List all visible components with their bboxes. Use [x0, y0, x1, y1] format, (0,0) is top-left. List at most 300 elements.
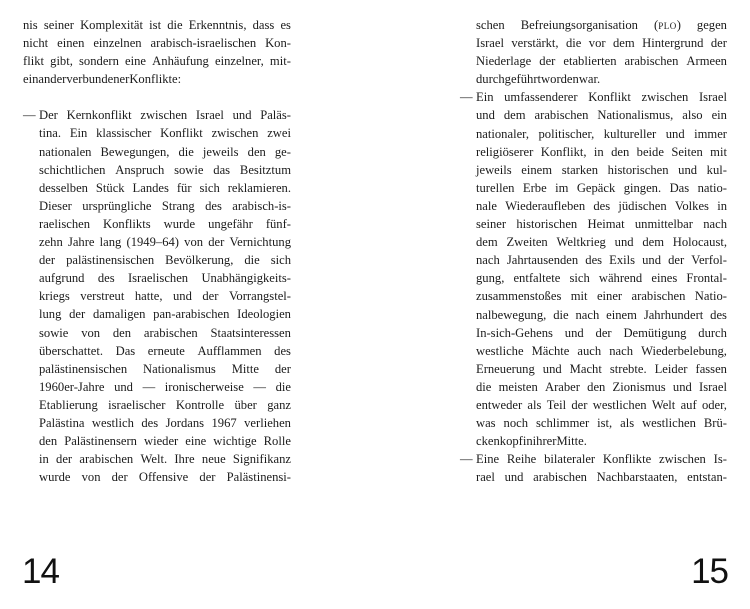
text-word: strebte. [609, 361, 647, 376]
text-word: unmittelbar [634, 217, 693, 232]
text-word: die [476, 379, 492, 394]
text-word: einem [606, 307, 637, 322]
text-word: einer [596, 289, 623, 304]
text-word: Volkes [674, 198, 709, 213]
text-word: der [668, 253, 685, 268]
text-word: beide [636, 144, 664, 159]
text-word: der [710, 36, 727, 51]
text-word: historischen [607, 162, 669, 177]
text-word: Teil [546, 397, 567, 412]
text-line [23, 342, 291, 360]
text-word: Demütigung [623, 325, 687, 340]
text-word: Offensive [138, 470, 189, 485]
text-word: von [81, 470, 101, 485]
text-word: die [275, 379, 291, 394]
text-word: starken [561, 162, 599, 177]
text-word: sondern [79, 54, 119, 69]
text-line [460, 414, 727, 432]
text-word: zwischen [211, 126, 259, 141]
text-word: reklamieren. [227, 180, 291, 195]
text-word: klassischer [96, 126, 152, 141]
text-word: worden [541, 72, 579, 87]
text-word: den [39, 434, 58, 449]
text-line [23, 450, 291, 468]
text-word: zwischen [659, 452, 706, 467]
text-word: religiöserer [476, 144, 534, 159]
text-word: Armeen [686, 54, 727, 69]
text-word: jeweils [476, 162, 512, 177]
text-word: Verfol- [691, 253, 727, 268]
text-word: der [274, 361, 291, 376]
text-word: Nationalismus [143, 361, 216, 376]
text-word: Erbe [522, 180, 547, 195]
text-word: es [280, 18, 291, 32]
text-line [460, 432, 727, 450]
text-word: westlich [91, 415, 134, 430]
intro-paragraph [23, 16, 291, 88]
right-text-column [460, 16, 727, 486]
text-word: arabischen [534, 108, 589, 123]
text-word: Niederlage [476, 54, 532, 69]
text-word: mit [710, 144, 727, 159]
text-word: nationaler, [476, 126, 529, 141]
text-word: Unabhängigkeits- [201, 271, 291, 286]
text-line [23, 233, 291, 251]
text-word: die [244, 253, 260, 268]
text-word: Signifikanz [232, 452, 291, 467]
text-line [460, 306, 727, 324]
text-line [23, 414, 291, 432]
text-word: Paläs- [260, 108, 291, 123]
text-word: Landes [132, 180, 169, 195]
text-word: sich [569, 271, 590, 286]
text-word: raelischen [39, 216, 91, 231]
text-word: Jahre [67, 235, 95, 250]
text-line [460, 251, 727, 269]
text-word: in [593, 144, 604, 159]
text-word: Konflikte [602, 452, 652, 467]
text-word: wurde [163, 216, 196, 231]
text-word: und [564, 325, 584, 340]
text-line [460, 106, 727, 124]
text-word: Der [39, 108, 58, 123]
text-word: der [571, 397, 588, 412]
text-word: was [476, 416, 496, 431]
text-word: Nationalismus, [597, 108, 674, 123]
text-word: verliehen [244, 415, 291, 430]
text-word: westlichen [642, 416, 696, 431]
text-word: verbundener [66, 72, 130, 87]
text-line [460, 52, 727, 70]
text-word: jüdischen [618, 198, 667, 213]
text-line [23, 269, 291, 287]
list-item-broader-conflict [460, 88, 727, 450]
text-word: nach [476, 253, 500, 268]
text-word: politischer, [538, 126, 595, 141]
text-line [23, 143, 291, 161]
text-word: Anhäufung [152, 54, 209, 69]
text-line [460, 450, 727, 468]
text-word: westliche [476, 343, 524, 358]
text-word: des [97, 271, 115, 286]
text-word: Wiederbelebung, [641, 343, 727, 358]
text-word: nationalen [39, 144, 92, 159]
text-word: Zweiten [506, 235, 548, 250]
text-word: durchgeführt [476, 72, 542, 87]
text-word: Eine [476, 452, 500, 467]
text-line [23, 468, 291, 486]
text-word: Konflikt [588, 90, 631, 105]
text-line [23, 378, 291, 396]
text-word: in [522, 434, 533, 449]
text-line [23, 124, 291, 142]
text-word: durch [698, 325, 727, 340]
text-word: ge- [274, 144, 291, 159]
text-line [23, 324, 291, 342]
list-dash: — [23, 108, 36, 123]
text-word: als [620, 416, 635, 431]
text-word: dass [252, 18, 275, 32]
text-word: des [593, 198, 611, 213]
text-word: ungefähr [208, 216, 253, 231]
text-word: Das [669, 180, 690, 195]
text-word: und [114, 379, 133, 394]
text-word: Vernichtung [229, 235, 291, 250]
text-word: Palästinensern [64, 434, 137, 449]
text-word: zusammenstoßes [476, 289, 562, 304]
text-word: sowie [39, 325, 69, 340]
text-word: Befreiungsorganisation [520, 18, 638, 32]
text-word: ursprüngliche [82, 198, 152, 213]
text-word: 1967 [211, 415, 237, 430]
text-word: schichtlichen [39, 162, 106, 177]
text-word: Weltkrieg [556, 235, 606, 250]
text-word: und [542, 361, 562, 376]
text-word: und [172, 289, 192, 304]
text-word: also [682, 108, 703, 123]
text-word: und [476, 108, 495, 123]
text-word: damaligen [92, 307, 146, 322]
text-word: Israel [698, 90, 727, 105]
text-word: flikt [23, 54, 44, 69]
text-line [460, 287, 727, 305]
text-line [460, 34, 727, 52]
text-word: Mitte. [556, 434, 587, 449]
text-word: oder, [701, 397, 727, 412]
text-word: des [585, 253, 603, 268]
text-word: In-sich-Gehens [476, 325, 553, 340]
text-word: Frontal- [686, 271, 727, 286]
text-word: Bevölkerung, [165, 253, 234, 268]
text-word: während [598, 271, 643, 286]
organization-abbreviation: plo [658, 18, 677, 32]
text-word: kultureller [603, 126, 657, 141]
text-word: — [142, 379, 156, 394]
text-word: eine [125, 54, 147, 69]
text-word: Natio- [694, 289, 727, 304]
text-word: Ideologien [237, 307, 291, 322]
text-word: entstan- [687, 470, 727, 485]
text-word: von [81, 325, 101, 340]
text-line [23, 106, 291, 124]
text-line [23, 70, 291, 88]
text-word: schen [476, 18, 505, 32]
text-line [460, 197, 727, 215]
text-word: Is- [713, 452, 727, 467]
text-word: arabischen [79, 452, 134, 467]
text-word: Staatsinteressen [210, 325, 291, 340]
text-word: kriegs [39, 289, 70, 304]
text-word: Mächte [531, 343, 570, 358]
text-word: 1960er-Jahre [39, 379, 105, 394]
text-line [460, 125, 727, 143]
text-word: und [614, 235, 634, 250]
text-word: Mitte [231, 361, 259, 376]
text-line [460, 88, 727, 106]
text-word: Leider [654, 361, 688, 376]
text-word: vor [588, 36, 606, 51]
text-word: der [199, 470, 216, 485]
text-word: Konflikts [103, 216, 151, 231]
text-word: sowie [174, 162, 204, 177]
text-word: Jahrhundert [643, 307, 704, 322]
text-word: das [213, 162, 231, 177]
text-line [23, 34, 291, 52]
text-word: war. [578, 72, 601, 87]
text-word: nach [703, 217, 727, 232]
text-line [23, 197, 291, 215]
text-word: gung, [476, 271, 505, 286]
text-line [23, 396, 291, 414]
text-word: nale [476, 198, 497, 213]
text-line [23, 52, 291, 70]
text-word: fünf- [265, 216, 291, 231]
text-word: kul- [706, 162, 727, 177]
text-word: eines [651, 271, 678, 286]
text-word: nach [575, 307, 600, 322]
text-line [23, 179, 291, 197]
text-word: über [234, 397, 257, 412]
text-word: Aufflammen [197, 343, 262, 358]
text-word: rael [476, 470, 495, 485]
text-word: Hintergrund [642, 36, 704, 51]
text-word: Heimat [587, 217, 625, 232]
text-word: immer [694, 126, 727, 141]
text-word: lang [99, 235, 122, 250]
text-word: arabisch-is- [232, 198, 291, 213]
text-word: arabisch-israelischen [150, 36, 257, 51]
text-line [460, 233, 727, 251]
text-line [23, 161, 291, 179]
text-word: überschattet. [39, 343, 103, 358]
text-word: dem [613, 36, 635, 51]
text-word: der [539, 54, 556, 69]
text-word: einzelner, [214, 54, 264, 69]
text-line [23, 432, 291, 450]
text-word: des [710, 307, 727, 322]
text-word: Strang [161, 198, 195, 213]
text-word: Israel [476, 36, 504, 51]
text-word: der [208, 235, 225, 250]
text-word: sich [199, 180, 220, 195]
continued-paragraph [460, 16, 727, 88]
text-word: Anspruch [115, 162, 165, 177]
text-word: von [184, 235, 204, 250]
text-word: Konflikt, [540, 144, 587, 159]
text-line [460, 215, 727, 233]
text-word: lung [39, 307, 62, 322]
text-line [460, 360, 727, 378]
text-word: Holocaust, [672, 235, 727, 250]
text-word: gibt, [50, 54, 73, 69]
text-word: ist [149, 18, 162, 32]
text-word: meisten [498, 379, 538, 394]
text-word: Reihe [506, 452, 537, 467]
text-word: den [247, 144, 266, 159]
text-word: und [678, 162, 698, 177]
text-line [460, 378, 727, 396]
text-word: Ein [476, 90, 494, 105]
text-word: gegen [696, 18, 727, 32]
text-word: einen [57, 36, 85, 51]
text-word: nicht [23, 36, 49, 51]
text-word: mit [570, 289, 588, 304]
text-word: einander [23, 72, 67, 87]
text-word: entfaltete [513, 271, 561, 286]
text-word: der [111, 470, 128, 485]
text-word: — [253, 379, 266, 394]
text-word: historischen [516, 217, 578, 232]
text-word: erneute [147, 343, 185, 358]
text-word: Nachbarstaaten, [596, 470, 678, 485]
text-word: Stück [95, 180, 125, 195]
text-word: umfassenderer [504, 90, 578, 105]
text-word: schlimmer [535, 416, 590, 431]
text-word: Jahrtausenden [506, 253, 579, 268]
text-word: Kernkonflikt [66, 108, 132, 123]
text-word: und [232, 108, 252, 123]
text-word: neue [201, 452, 226, 467]
text-line [460, 396, 727, 414]
text-word: wieder [143, 434, 179, 449]
text-word: westlichen [592, 397, 647, 412]
text-word: den [587, 379, 606, 394]
text-word: israelischer [108, 397, 166, 412]
text-word: Araber [544, 379, 580, 394]
text-word: arabischen [631, 289, 686, 304]
text-word: (plo) [653, 18, 681, 32]
text-word: und [642, 253, 662, 268]
text-word: (1949–64) [126, 235, 179, 250]
text-word: zwischen [641, 90, 689, 105]
list-item-bilateral-conflicts [460, 450, 727, 486]
text-word: mit- [269, 54, 291, 69]
text-word: des [205, 198, 222, 213]
text-word: arabischen [533, 470, 587, 485]
list-item-core-conflict [23, 106, 291, 486]
text-word: den [112, 325, 132, 340]
text-word: Dieser [39, 198, 72, 213]
text-word: Konflikt [160, 126, 203, 141]
text-word: die [566, 36, 582, 51]
text-word: turellen [476, 180, 515, 195]
text-word: natio- [697, 180, 727, 195]
text-line [460, 269, 727, 287]
text-word: Welt [651, 397, 676, 412]
text-line [460, 161, 727, 179]
text-word: palästinensischen [66, 253, 155, 268]
text-word: Macht [569, 361, 602, 376]
text-word: verstärkt, [511, 36, 559, 51]
text-word: palästinensischen [39, 361, 128, 376]
text-line [460, 468, 727, 486]
text-word: der [69, 307, 86, 322]
text-word: aufgrund [39, 271, 85, 286]
text-line [23, 215, 291, 233]
text-word: Palästinensi- [226, 470, 291, 485]
text-word: auch [577, 343, 602, 358]
text-word: Etablierung [39, 397, 98, 412]
text-word: Zionismus [612, 379, 666, 394]
text-word: für [176, 180, 192, 195]
text-word: ironischerweise [164, 379, 244, 394]
text-word: Israelischen [127, 271, 189, 286]
text-word: und [504, 470, 524, 485]
text-word: pan-arabischen [153, 307, 230, 322]
text-word: Rolle [263, 434, 291, 449]
text-word: ganz [267, 397, 291, 412]
text-word: verstreut [80, 289, 125, 304]
text-word: nis [23, 18, 38, 32]
text-word: Erkenntnis, [188, 18, 247, 32]
text-word: Jordans [165, 415, 205, 430]
text-word: Welt. [140, 452, 168, 467]
text-word: der [56, 452, 73, 467]
text-line [23, 305, 291, 323]
text-word: Israel [195, 108, 224, 123]
text-line [23, 16, 291, 34]
text-line [460, 16, 727, 34]
text-line [460, 342, 727, 360]
text-word: ihrer [532, 434, 557, 449]
page-number: 14 [22, 552, 59, 591]
text-word: zehn [39, 235, 63, 250]
text-word: entweder [476, 397, 523, 412]
text-word: des [274, 343, 291, 358]
text-line [460, 324, 727, 342]
text-word: dem [503, 108, 526, 123]
text-word: zwischen [140, 108, 188, 123]
text-word: die [167, 18, 183, 32]
text-word: desselben [39, 180, 88, 195]
list-dash: — [460, 452, 473, 467]
text-word: Kon- [265, 36, 291, 51]
text-word: ein [711, 108, 727, 123]
text-word: wichtige [213, 434, 257, 449]
text-word: Ihre [174, 452, 195, 467]
text-word: Bewegungen, [100, 144, 170, 159]
text-word: Seiten [671, 144, 703, 159]
text-word: gingen. [623, 180, 662, 195]
text-word: bilateraler [544, 452, 596, 467]
text-word: eine [185, 434, 207, 449]
text-line [23, 287, 291, 305]
text-word: einem [521, 162, 553, 177]
text-word: nalbewegung, [476, 307, 547, 322]
text-word: Wiederaufleben [505, 198, 586, 213]
text-word: Erneuerung [476, 361, 535, 376]
text-word: ist, [597, 416, 613, 431]
